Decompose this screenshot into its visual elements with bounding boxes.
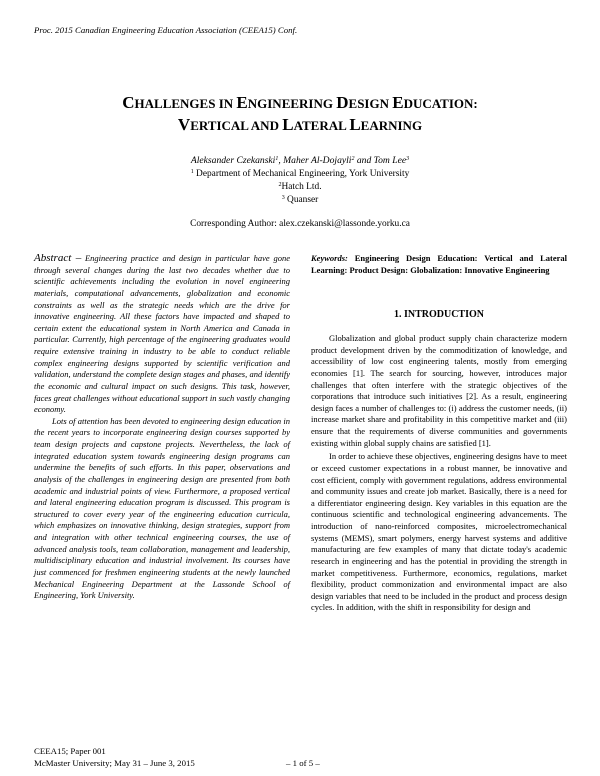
keywords-label: Keywords: xyxy=(311,253,348,263)
title-word-cap: L xyxy=(282,115,294,134)
author-separator: and xyxy=(354,155,374,166)
affiliation-marker: 3 xyxy=(281,195,285,201)
footer-paper-id: CEEA15; Paper 001 xyxy=(34,746,106,756)
title-word-rest: NGINEERING xyxy=(247,96,337,111)
keywords-text: Engineering Design Education: Vertical and Lateral Learning: Product Design: Globalization: Innovative Engineering xyxy=(311,253,567,275)
page-number: – 1 of 5 – xyxy=(286,758,320,768)
author-name: Maher Al-Dojayli xyxy=(283,155,352,166)
title-word-cap: C xyxy=(122,93,135,112)
title-word-cap: D xyxy=(336,93,349,112)
affiliation-marker: 2 xyxy=(351,156,355,162)
affiliation xyxy=(40,194,560,206)
title-word-rest: HALLENGES IN xyxy=(134,96,237,111)
affiliation-text: Department of Mechanical Engineering, York University xyxy=(193,169,410,179)
author-separator: , xyxy=(278,155,284,166)
title-word-cap: E xyxy=(236,93,248,112)
proceedings-header: Proc. 2015 Canadian Engineering Education Association (CEEA15) Conf. xyxy=(34,25,298,35)
abstract-text: Engineering practice and design in particular have gone through several changes during the last two decades whether due to scientific achievements including the evolution in novel engineering materials, computational advancements, globalization and economic constraints as well as the strategic needs which are the drive for innovative engineering. All these factors have impacted and shaped to certain extent the educational system in North America and Canada in particular. Currently, high percentage of the engineering graduates would require extensive training in industry to be able to conduct reliable complex engineering designs supported by scientific verification and validation, understand the complete design stages and phases, and identify the economic and cultural impact on such designs. This task, however, faces great challenges without educational support in such vastly changing economy. xyxy=(34,253,290,415)
body-paragraph: In order to achieve these objectives, engineering designs have to meet or exceed customer expectations in a robust manner, be innovative and cost efficient, comply with government regulations, address environmental and community issues and create job market. Basically, there is a need for a differentiator engineering design. Key variables in this equation are the continuous scientific and technological engineering advancements. The introduction of nano-reinforced composites, microelectromechanical systems (MEMS), smart polymers, energy harvest systems and additive manufacturing are few examples of many that dictate today's academic research in engineering and has the potential in providing the strength in market competitiveness. Furthermore, economics, regulations, market flexibility, product commonization and environmental impact are also design variables that need to be included in the product and process design cycles. In addition, with the shift in responsibility for design and xyxy=(311,451,567,613)
abstract-column xyxy=(34,253,290,602)
title-word-rest: ERTICAL AND xyxy=(190,118,283,133)
abstract-paragraph: Lots of attention has been devoted to engineering design education in the recent years to incorporate engineering design courses supported by team design projects and capstone projects. Nevertheless, the lack of integrated education system towards engineering design programs can undermine the benefits of such efforts. In this paper, observations and analysis of the challenges in engineering design are presented from both academic and industrial points of view. Furthermore, a proposed vertical and lateral engineering education program is discussed. This program is structured to cover every year of the engineering education curricula, which emphasizes on innovative thinking, design strategies, support from and integration with other technical engineering courses, the use of advanced analysis tools, team collaboration, management and leadership, multidisciplinary education and industrial involvement. Its courses have just commenced for freshmen engineering students at the newly launched Mechanical Engineering Department at the Lassonde School of Engineering, York University. xyxy=(34,415,290,601)
affiliation xyxy=(40,181,560,193)
affiliation-text: Hatch Ltd. xyxy=(281,182,322,192)
title-word-cap: E xyxy=(392,93,404,112)
affiliation-marker: 3 xyxy=(406,156,410,162)
keywords xyxy=(311,253,567,276)
paper-title-line-1 xyxy=(40,92,560,115)
affiliation-marker: 1 xyxy=(190,169,194,175)
title-word-rest: DUCATION: xyxy=(403,96,478,111)
title-word-cap: V xyxy=(177,115,191,134)
abstract-paragraph xyxy=(34,253,290,416)
footer-venue: McMaster University; May 31 – June 3, 2015 xyxy=(34,758,195,768)
paper-title-line-2 xyxy=(40,114,560,137)
affiliation xyxy=(40,168,560,180)
title-word-rest: EARNING xyxy=(360,118,423,133)
corresponding-author: Corresponding Author: alex.czekanski@lassonde.yorku.ca xyxy=(190,219,410,229)
title-word-rest: ESIGN xyxy=(348,96,393,111)
title-word-rest: ATERAL xyxy=(293,118,350,133)
author-name: Tom Lee xyxy=(373,155,407,166)
section-heading: 1. INTRODUCTION xyxy=(393,309,484,320)
affiliation-text: Quanser xyxy=(284,195,319,205)
author-list xyxy=(40,155,560,167)
body-paragraph: Globalization and global product supply chain characterize modern product development driven by the commoditization of knowledge, and accessibility of low cost engineering talents, mostly from emerging economies [1]. The search for sourcing, however, introduces major challenges that often interfere with the strategic objectives of the corporations that introduce such initiatives [2]. As a result, engineering design faces a number of challenges to: (i) address the customer needs, (ii) increase market share and profitability in this competitive market and (iii) ensure that the requirements of diverse communities and governments existing within global supply chains are satisfied [1]. xyxy=(311,333,567,448)
abstract-label: Abstract – xyxy=(34,252,82,264)
title-word-cap: L xyxy=(349,115,361,134)
affiliation-marker: 1 xyxy=(275,156,279,162)
introduction-body xyxy=(311,333,567,614)
author-name: Aleksander Czekanski xyxy=(190,155,276,166)
affiliation-marker: 2 xyxy=(278,182,282,188)
